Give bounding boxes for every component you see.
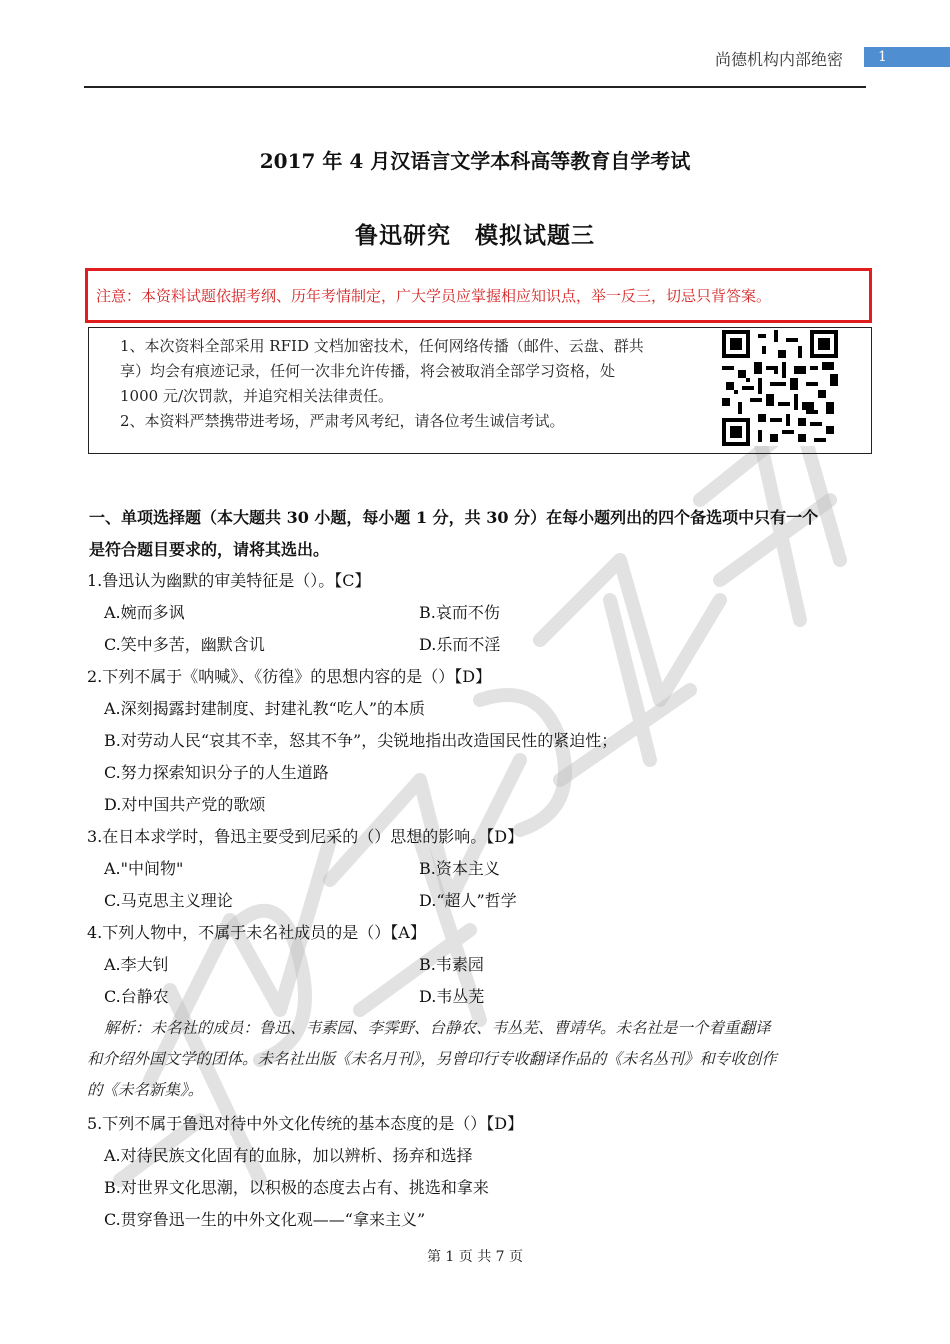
info-line: 2、本资料严禁携带进考场，严肃考风考纪，请各位考生诚信考试。 [120, 412, 565, 430]
option-a: A.李大钊 [104, 955, 169, 974]
question-stem: 1.鲁迅认为幽默的审美特征是（）。【C】 [87, 571, 371, 590]
option-b: B.哀而不伤 [419, 603, 500, 622]
option-b: B.资本主义 [419, 859, 500, 878]
exam-title: 2017 年 4 月汉语言文学本科高等教育自学考试 [259, 149, 691, 173]
option-d: D.对中国共产党的歌颂 [104, 795, 266, 814]
option-a: A.对待民族文化固有的血脉，加以辨析、扬弃和选择 [104, 1146, 473, 1165]
header-divider [84, 86, 866, 88]
qr-code-icon [722, 330, 838, 446]
question-stem: 2.下列不属于《呐喊》、《彷徨》的思想内容的是（）【D】 [87, 667, 492, 686]
page-footer: 第 1 页 共 7 页 [426, 1249, 524, 1265]
explanation-line: 和介绍外国文学的团体。未名社出版《未名月刊》，另曾印行专收翻译作品的《未名丛刊》和专收创作 [87, 1050, 777, 1068]
paper-title: 鲁迅研究 模拟试题三 [355, 222, 595, 249]
explanation-line: 的《未名新集》。 [87, 1081, 204, 1099]
section-heading-line1: 一、单项选择题（本大题共 30 小题，每小题 1 分，共 30 分）在每小题列出的四个备选项中只有一个 [89, 508, 819, 527]
option-b: B.韦素园 [419, 955, 484, 974]
section-heading-line2: 是符合题目要求的，请将其选出。 [89, 540, 330, 559]
option-c: C.努力探索知识分子的人生道路 [104, 763, 329, 782]
option-c: C.马克思主义理论 [104, 891, 233, 910]
option-d: D.乐而不淫 [419, 635, 501, 654]
explanation-line: 解析：未名社的成员：鲁迅、韦素园、李霁野、台静农、韦丛芜、曹靖华。未名社是一个着重翻译 [104, 1019, 771, 1037]
question-stem: 5.下列不属于鲁迅对待中外文化传统的基本态度的是（）【D】 [87, 1114, 524, 1133]
option-c: C.台静农 [104, 987, 169, 1006]
header-org-label: 尚德机构内部绝密 [714, 50, 843, 69]
question-stem: 3.在日本求学时，鲁迅主要受到尼采的（）思想的影响。【D】 [87, 827, 524, 846]
question-stem: 4.下列人物中，不属于未名社成员的是（）【A】 [87, 923, 426, 942]
info-line: 1000 元/次罚款，并追究相关法律责任。 [120, 387, 393, 405]
option-d: D.韦丛芜 [419, 987, 485, 1006]
option-c: C.笑中多苦，幽默含讥 [104, 635, 265, 654]
header-page-badge: 1 [864, 47, 950, 67]
notice-text: 注意：本资料试题依据考纲、历年考情制定，广大学员应掌握相应知识点，举一反三，切忌只背答案。 [96, 287, 772, 305]
option-d: D.“超人”哲学 [419, 891, 517, 910]
option-c: C.贯穿鲁迅一生的中外文化观——“拿来主义” [104, 1210, 426, 1229]
option-b: B.对世界文化思潮，以积极的态度去占有、挑选和拿来 [104, 1178, 489, 1197]
info-line: 1、本次资料全部采用 RFID 文档加密技术，任何网络传播（邮件、云盘、群共 [120, 337, 644, 355]
option-b: B.对劳动人民“哀其不幸，怒其不争”，尖锐地指出改造国民性的紧迫性； [104, 731, 618, 750]
option-a: A."中间物" [104, 859, 184, 878]
info-line: 享）均会有痕迹记录，任何一次非允许传播，将会被取消全部学习资格，处 [120, 362, 616, 380]
option-a: A.婉而多讽 [104, 603, 185, 622]
option-a: A.深刻揭露封建制度、封建礼教“吃人”的本质 [104, 699, 426, 718]
